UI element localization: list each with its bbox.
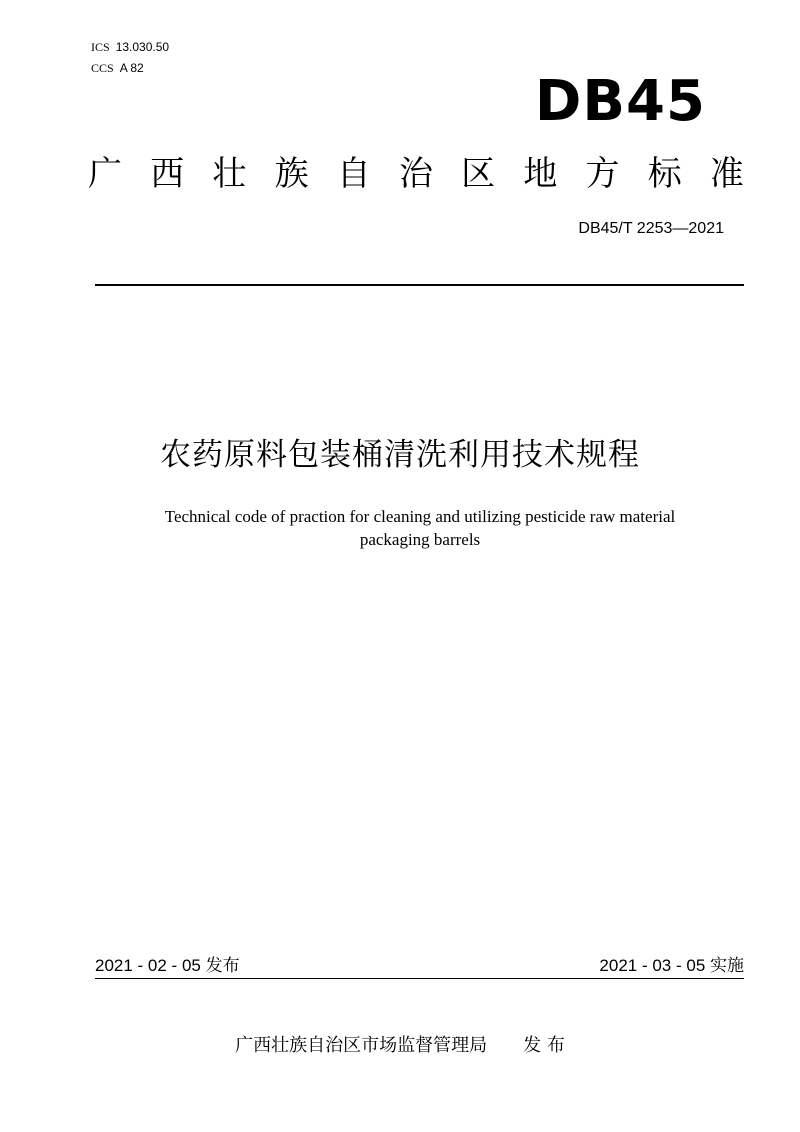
ccs-value: A 82 bbox=[119, 61, 144, 75]
standard-category-title-char: 标 bbox=[647, 154, 682, 194]
standard-category-title-char: 族 bbox=[274, 154, 309, 194]
document-title-en-line1: Technical code of praction for cleaning and utilizing pesticide raw material bbox=[164, 507, 676, 526]
document-title-en bbox=[100, 505, 740, 551]
issuer-verb: 发 布 bbox=[523, 1035, 565, 1056]
ics-label: ICS bbox=[91, 40, 110, 54]
standard-category-title-char: 西 bbox=[150, 154, 185, 194]
standard-category-title-char: 方 bbox=[585, 154, 620, 194]
issuer-name: 广西壮族自治区市场监督管理局 bbox=[235, 1035, 488, 1056]
standard-category-title-char: 区 bbox=[461, 154, 496, 194]
standard-category-title-char: 壮 bbox=[212, 154, 247, 194]
implement-date: 2021 - 03 - 05 实施 bbox=[599, 956, 744, 975]
ics-value: 13.030.50 bbox=[115, 40, 170, 54]
standard-category-title-char: 准 bbox=[709, 154, 744, 194]
publish-date: 2021 - 02 - 05 发布 bbox=[95, 956, 240, 975]
standard-category-title-char: 广 bbox=[88, 154, 122, 194]
ccs-code bbox=[91, 61, 144, 75]
ics-code bbox=[91, 40, 169, 54]
document-title-en-line2: packaging barrels bbox=[359, 530, 481, 549]
standard-category-title bbox=[88, 152, 744, 196]
top-divider bbox=[95, 284, 744, 286]
ccs-label: CCS bbox=[91, 61, 114, 75]
standard-category-title-char: 地 bbox=[523, 154, 558, 194]
bottom-divider bbox=[95, 978, 744, 979]
standard-category-title-char: 治 bbox=[398, 154, 433, 194]
standard-category-title-char: 自 bbox=[336, 154, 371, 194]
issuer bbox=[0, 1034, 800, 1058]
standard-number: DB45/T 2253—2021 bbox=[578, 220, 724, 237]
db-standard-mark: DB45 bbox=[534, 69, 706, 134]
document-title-zh: 农药原料包装桶清洗利用技术规程 bbox=[160, 437, 640, 473]
